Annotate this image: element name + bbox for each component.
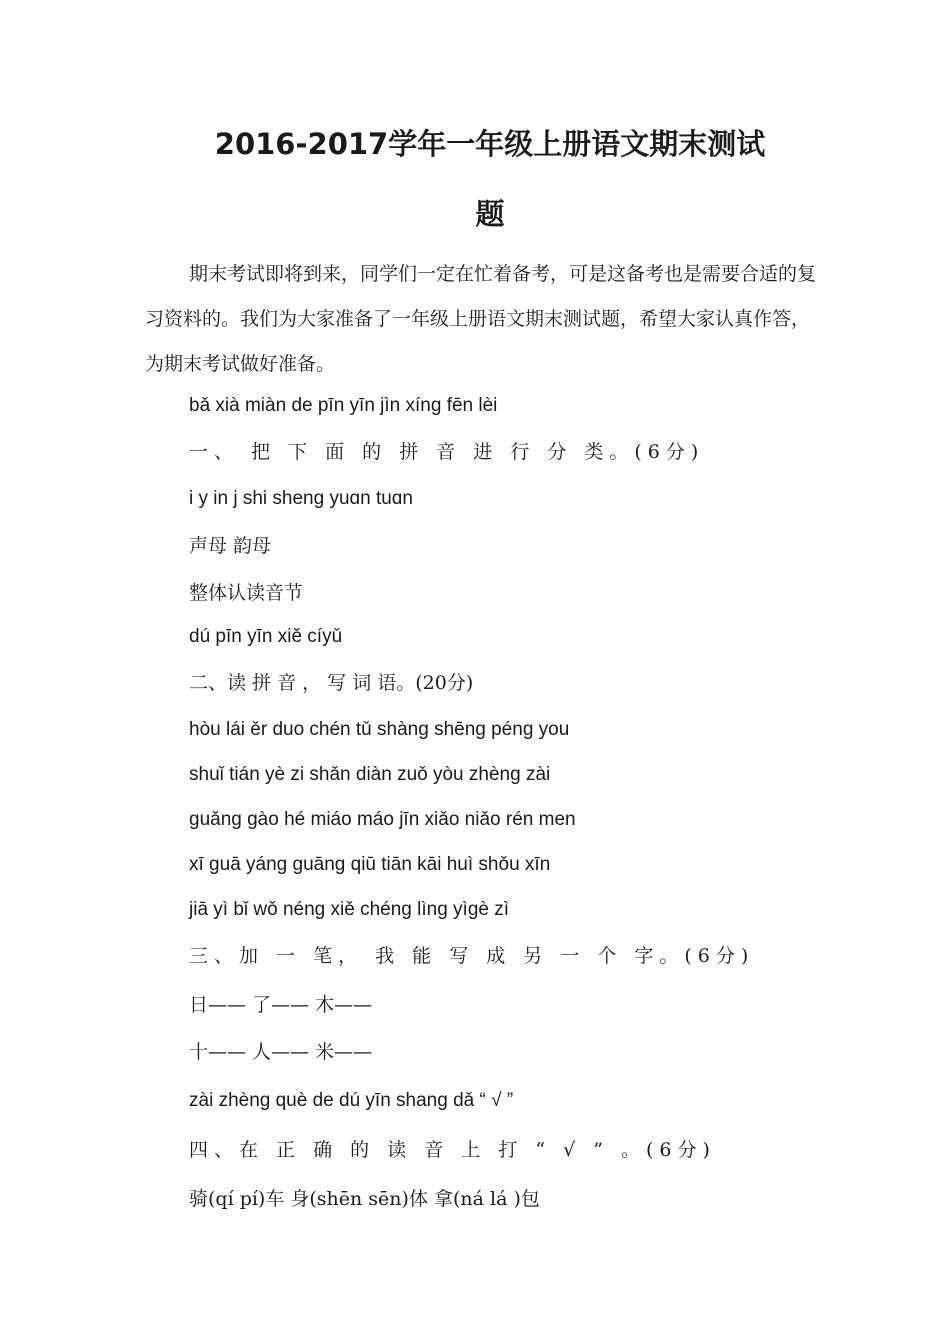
pinyin-heading-4: zài zhèng què de dú yīn shang dǎ “ √ ” xyxy=(189,1090,514,1111)
question-2-row-2: shuǐ tián yè zi shǎn diàn zuǒ yòu zhèng zài xyxy=(189,764,551,785)
question-3-row-2: 十—— 人—— 米—— xyxy=(189,1041,373,1063)
page-title-line-1: 2016-2017学年一年级上册语文期末测试 xyxy=(214,127,766,161)
pinyin-heading-3: jiā yì bǐ wǒ néng xiě chéng lìng yìgè zì xyxy=(189,899,510,920)
pinyin-heading-2: dú pīn yīn xiě cíyǔ xyxy=(189,626,343,647)
category-label-syllables: 整体认读音节 xyxy=(189,582,304,604)
intro-paragraph: 期末考试即将到来，同学们一定在忙着备考，可是这备考也是需要合适的复习资料的。我们为大家准备了一年级上册语文期末测试题，希望大家认真作答，为期末考试做好准备。 xyxy=(145,263,817,375)
question-4-heading: 四、在 正 确 的 读 音 上 打 “ √ ” 。(6分) xyxy=(189,1139,716,1161)
question-3-row-1: 日—— 了—— 木—— xyxy=(189,994,373,1016)
category-labels: 声母 韵母 xyxy=(189,535,272,557)
question-4-row-1: 骑(qí pí)车 身(shēn sēn)体 拿(ná lá )包 xyxy=(189,1188,540,1210)
pinyin-heading-1: bǎ xià miàn de pīn yīn jìn xíng fēn lèi xyxy=(189,395,498,416)
question-2-row-3: guǎng gào hé miáo máo jīn xiǎo niǎo rén men xyxy=(189,809,576,830)
question-2-heading: 二、读 拼 音 ， 写 词 语。(20分) xyxy=(189,672,474,694)
question-2-row-1: hòu lái ěr duo chén tǔ shàng shēng péng you xyxy=(189,719,570,740)
question-1-heading: 一、 把 下 面 的 拼 音 进 行 分 类。(6分) xyxy=(189,441,705,463)
question-1-items: i y in j shi sheng yuɑn tuɑn xyxy=(189,488,413,509)
question-2-row-4: xī guā yáng guāng qiū tiān kāi huì shǒu xīn xyxy=(189,854,551,875)
page-title-line-2: 题 xyxy=(475,197,505,231)
question-3-heading: 三、加 一 笔， 我 能 写 成 另 一 个 字。(6分) xyxy=(189,945,755,967)
